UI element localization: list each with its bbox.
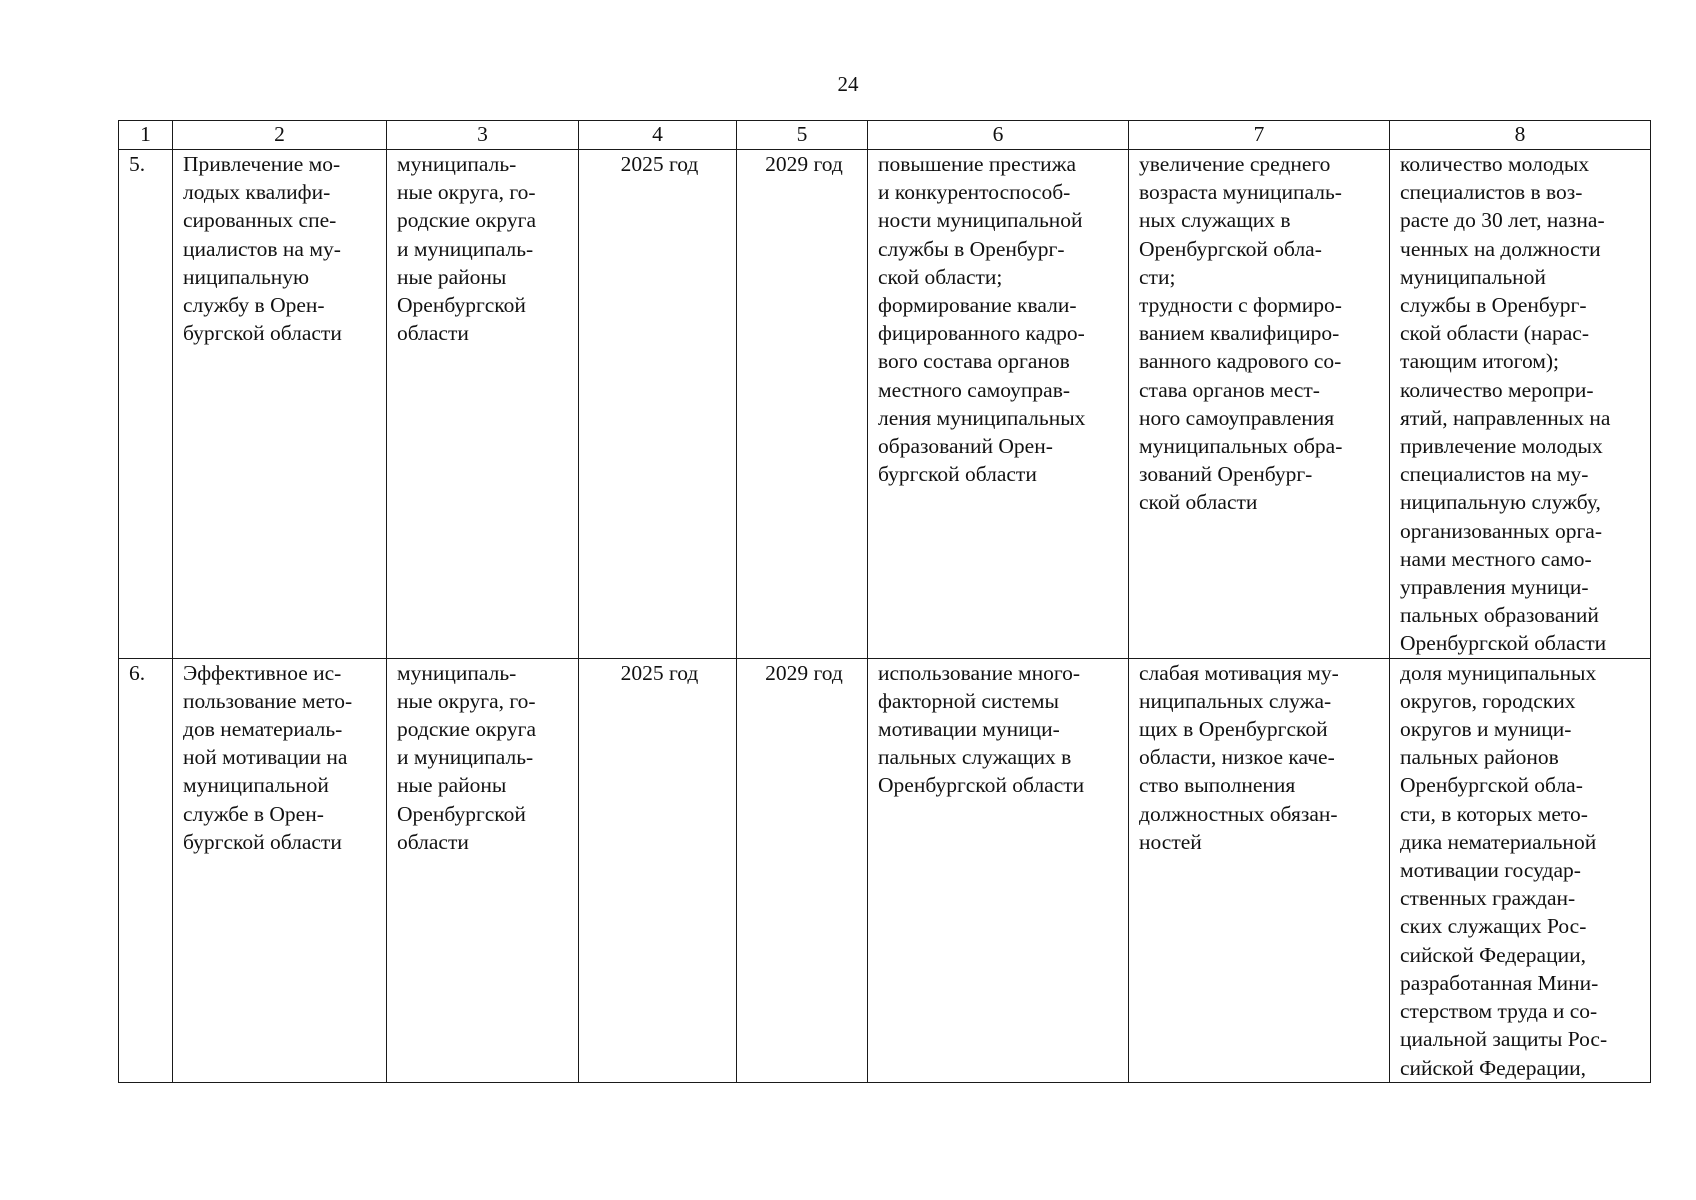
column-number: 3 <box>387 121 579 150</box>
table-row <box>119 150 1651 659</box>
row-number: 5. <box>119 150 173 659</box>
end-year: 2029 год <box>737 658 868 1082</box>
column-number: 1 <box>119 121 173 150</box>
start-year: 2025 год <box>579 658 737 1082</box>
column-number: 4 <box>579 121 737 150</box>
indicators: доля муниципальных округов, городских округов и муници- пальных районов Оренбургской обла- сти, в которых мето- дика нематериальной мотивации государ- ственных граждан- ских служащих Рос- сийской Федерации, разработанная Мини- стерством труда и со- циальной защиты Рос- сийской Федерации, <box>1390 658 1651 1082</box>
column-number: 6 <box>868 121 1129 150</box>
executors: муниципаль- ные округа, го- родские округа и муниципаль- ные районы Оренбургской области <box>387 150 579 659</box>
page-number: 24 <box>837 72 859 96</box>
table-row <box>119 658 1651 1082</box>
expected-result: повышение престижа и конкурентоспособ- ности муниципальной службы в Оренбург- ской области; формирование квали- фицированного кадро- вого состава органов местного самоуправ- ления муниципальных образований Орен- бургской области <box>868 150 1129 659</box>
measure-name: Привлечение мо- лодых квалифи- cированных спе- циалистов на му- ниципальную службу в Орен- бургской области <box>173 150 387 659</box>
measure-name: Эффективное ис- пользование мето- дов нематериаль- ной мотивации на муниципальной службе в Орен- бургской области <box>173 658 387 1082</box>
executors: муниципаль- ные округа, го- родские округа и муниципаль- ные районы Оренбургской области <box>387 658 579 1082</box>
row-number: 6. <box>119 658 173 1082</box>
column-numbers-row <box>119 121 1651 150</box>
column-number: 2 <box>173 121 387 150</box>
end-year: 2029 год <box>737 150 868 659</box>
expected-result: использование много- факторной системы мотивации муници- пальных служащих в Оренбургской области <box>868 658 1129 1082</box>
indicators: количество молодых специалистов в воз- расте до 30 лет, назна- ченных на должности муниципальной службы в Оренбург- ской области (нарас- тающим итогом); количество меропри- ятий, направленных на привлечение молодых специалистов на му- ниципальную службу, организованных орга- нами местного само- управления муници- пальных образований Оренбургской области <box>1390 150 1651 659</box>
measures-table <box>118 120 1651 1083</box>
consequences: увеличение среднего возраста муниципаль- ных служащих в Оренбургской обла- сти; трудности с формиро- ванием квалифициро- ванного кадрового со- става органов мест- ного самоуправления муниципальных обра- зований Оренбург- ской области <box>1129 150 1390 659</box>
column-number: 5 <box>737 121 868 150</box>
consequences: слабая мотивация му- ниципальных служа- щих в Оренбургской области, низкое каче- ство выполнения должностных обязан- ностей <box>1129 658 1390 1082</box>
column-number: 7 <box>1129 121 1390 150</box>
start-year: 2025 год <box>579 150 737 659</box>
column-number: 8 <box>1390 121 1651 150</box>
